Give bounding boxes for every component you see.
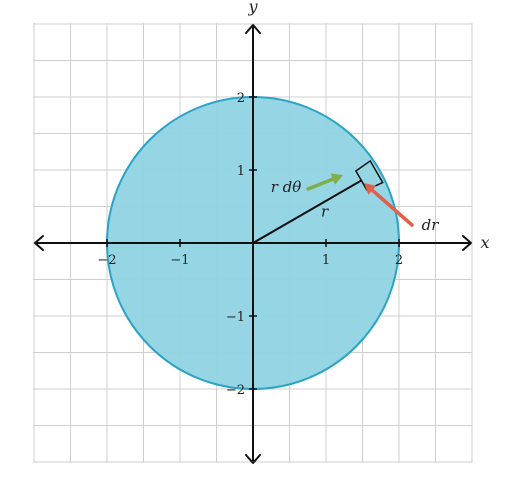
x-tick-label: 1 <box>321 253 331 268</box>
x-tick-label: −1 <box>170 253 190 268</box>
y-tick-label: −2 <box>225 383 245 398</box>
radius-label: r <box>320 202 329 221</box>
x-tick-label: −2 <box>97 253 117 268</box>
y-tick-label: −1 <box>225 310 245 325</box>
y-tick-label: 2 <box>236 91 245 106</box>
r-dtheta-label: r dθ <box>270 178 302 196</box>
y-tick-label: 1 <box>236 164 245 179</box>
x-tick-label: 2 <box>394 253 404 268</box>
dr-label: dr <box>421 216 439 234</box>
x-axis-label: x <box>480 233 490 252</box>
axes <box>35 25 471 463</box>
y-axis-label: y <box>248 0 258 16</box>
